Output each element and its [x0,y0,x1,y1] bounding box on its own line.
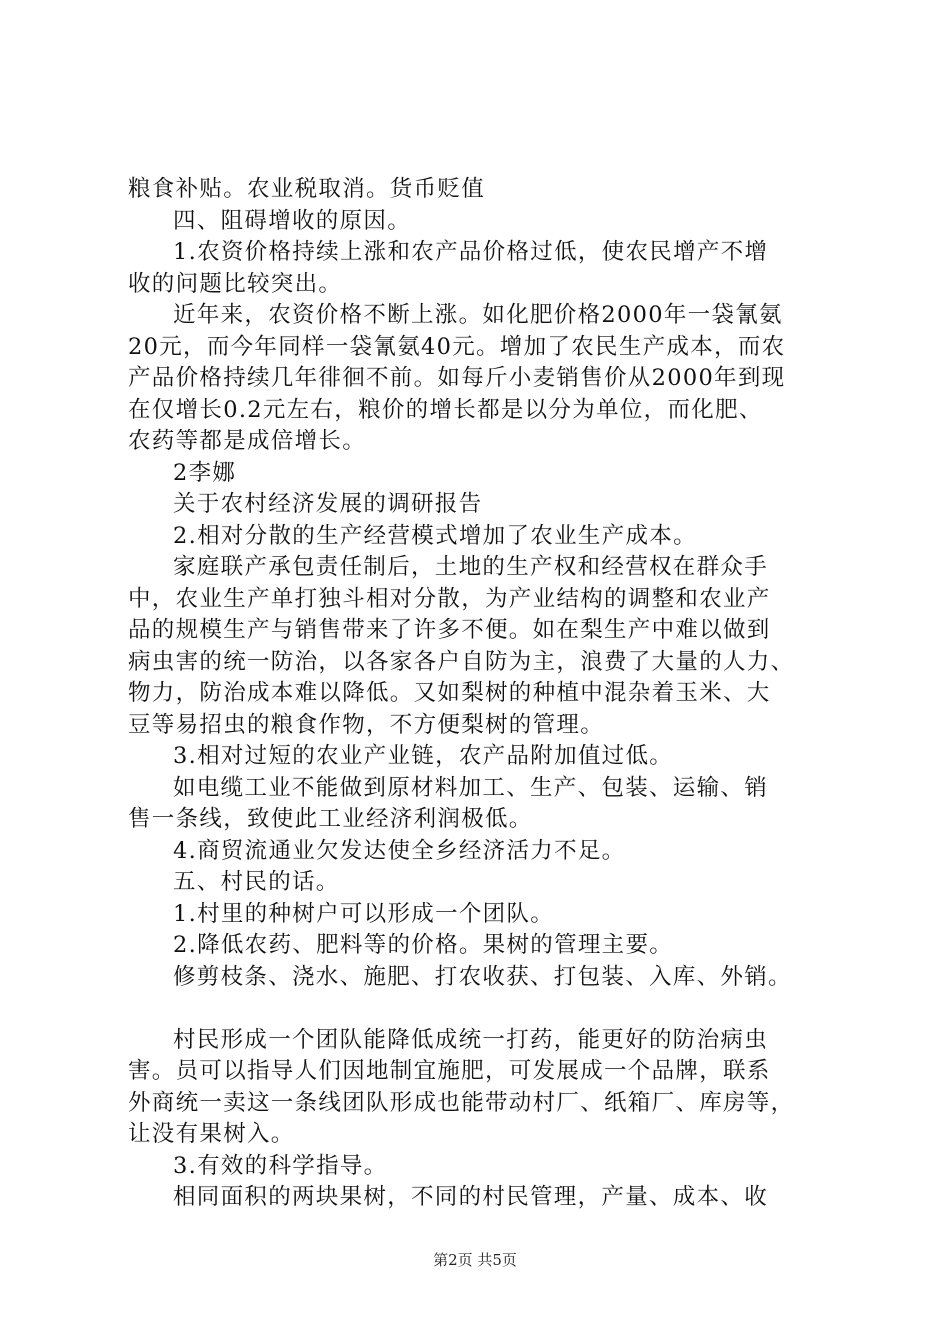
text-line: 病虫害的统一防治，以各家各户自防为主，浪费了大量的人力、 [128,648,795,675]
text-line: 外商统一卖这一条线团队形成也能带动村厂、纸箱厂、库房等， [128,1089,795,1116]
text-line: 物力，防治成本难以降低。又如梨树的种植中混杂着玉米、大 [128,680,771,706]
text-line: 20元，而今年同样一袋氰氨40元。增加了农民生产成本，而农 [128,333,786,360]
text-line: 粮食补贴。农业税取消。货币贬值 [128,176,486,202]
page-footer: 第2页 共5页 [433,1251,517,1269]
text-line: 豆等易招虫的粮食作物，不方便梨树的管理。 [128,711,605,738]
text-line: 1.农资价格持续上涨和农产品价格过低，使农民增产不增 [173,239,769,265]
text-line: 害。员可以指导人们因地制宜施肥，可发展成一个品牌，联系 [128,1058,771,1084]
text-line: 2.相对分散的生产经营模式增加了农业生产成本。 [173,522,697,549]
text-line: 农药等都是成倍增长。 [128,428,367,454]
text-line: 收的问题比较突出。 [128,270,343,297]
text-line: 修剪枝条、浇水、施肥、打农收获、打包装、入库、外销。 [173,963,792,990]
text-line: 村民形成一个团队能降低成统一打药，能更好的防治病虫 [173,1026,769,1053]
text-line: 产品价格持续几年徘徊不前。如每斤小麦销售价从2000年到现 [128,365,786,391]
text-line: 2李娜 [173,459,237,486]
text-line: 关于农村经济发展的调研报告 [173,491,483,517]
text-line: 相同面积的两块果树，不同的村民管理，产量、成本、收 [173,1184,769,1210]
text-line: 在仅增长0.2元左右，粮价的增长都是以分为单位，而化肥、 [128,396,763,423]
text-line: 近年来，农资价格不断上涨。如化肥价格2000年一袋氰氨 [173,302,783,328]
text-line: 售一条线，致使此工业经济利润极低。 [128,806,533,832]
text-line: 3.有效的科学指导。 [173,1152,388,1179]
document-body [128,174,850,1214]
text-line: 五、村民的话。 [173,869,340,895]
text-line: 如电缆工业不能做到原材料加工、生产、包装、运输、销 [173,774,769,801]
text-line: 家庭联产承包责任制后，土地的生产权和经营权在群众手 [173,554,769,580]
text-line: 2.降低农药、肥料等的价格。果树的管理主要。 [173,932,674,958]
text-line: 1.村里的种树户可以形成一个团队。 [173,900,555,927]
text-line: 品的规模生产与销售带来了许多不便。如在梨生产中难以做到 [128,617,771,643]
text-line: 4.商贸流通业欠发达使全乡经济活力不足。 [173,837,626,864]
text-line: 四、阻碍增收的原因。 [173,207,412,234]
blank-line [128,993,850,1025]
text-line: 让没有果树入。 [128,1121,295,1147]
text-line: 中，农业生产单打独斗相对分散，为产业结构的调整和农业产 [128,585,771,612]
text-line: 3.相对过短的农业产业链，农产品附加值过低。 [173,743,674,769]
